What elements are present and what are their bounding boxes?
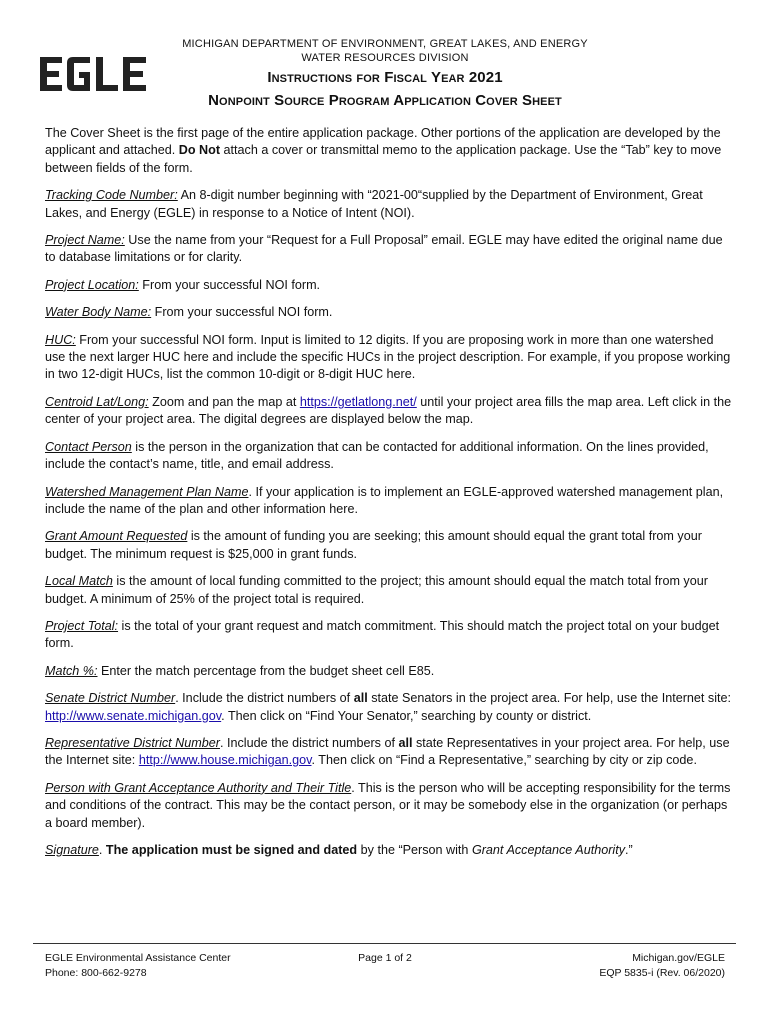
- footer-center-name: EGLE Environmental Assistance Center: [45, 952, 231, 964]
- grant-authority-paragraph: [45, 780, 735, 832]
- term-label: HUC:: [45, 332, 76, 347]
- term-description: An 8-digit number beginning with “2021-00“supplied by the Department of Environment, Great Lakes, and Energy (EGLE) in response to a Notice of Intent (NOI).: [45, 188, 703, 220]
- term-description: . Include the district numbers of: [219, 735, 399, 750]
- term-description: . If your application is to implement an EGLE-approved watershed management plan, include the name of the plan and other information here.: [45, 484, 724, 516]
- footer-divider: [33, 943, 736, 944]
- term-label: Water Body Name:: [45, 305, 152, 320]
- signature-italic: Grant Acceptance Authority: [471, 843, 626, 857]
- water-body-paragraph: [45, 304, 735, 321]
- term-label: Senate District Number: [45, 691, 176, 706]
- page-number: Page 1 of 2: [358, 952, 412, 964]
- term-label: Watershed Management Plan Name: [45, 484, 249, 499]
- emphasis-all: all: [353, 691, 368, 706]
- term-description: From your successful NOI form.: [151, 305, 333, 320]
- term-label: Project Name:: [45, 233, 125, 248]
- instructions-body: [45, 125, 735, 869]
- footer-phone: Phone: 800-662-9278: [45, 967, 147, 979]
- term-label: Centroid Lat/Long:: [45, 394, 149, 409]
- intro-emphasis: Do Not: [178, 143, 221, 158]
- term-description: is the total of your grant request and match commitment. This should match the project total on your budget form.: [45, 618, 720, 651]
- term-description: . Include the district numbers of: [175, 691, 354, 706]
- term-description: Use the name from your “Request for a Full Proposal” email. EGLE may have edited the original name due to database limitations or for clarity.: [45, 233, 723, 265]
- project-total-paragraph: [45, 618, 735, 653]
- huc-paragraph: [45, 332, 735, 384]
- term-description-mid: state Representatives in your project area. For help, use the Internet site:: [45, 735, 730, 768]
- term-label: Contact Person: [45, 439, 132, 454]
- term-label: Grant Amount Requested: [45, 529, 188, 544]
- term-label: Representative District Number: [45, 735, 220, 750]
- term-label: Match %:: [45, 663, 98, 678]
- signature-emphasis: The application must be signed and dated: [105, 843, 358, 857]
- agency-name: MICHIGAN DEPARTMENT OF ENVIRONMENT, GREAT LAKES, AND ENERGY: [182, 38, 588, 50]
- term-description: is the amount of funding you are seeking; this amount should equal the grant total from your budget. The minimum request is $25,000 in grant funds.: [45, 529, 702, 561]
- term-description-mid: by the “Person with: [357, 843, 472, 857]
- term-description: .: [98, 843, 106, 857]
- term-label: Local Match: [45, 574, 113, 589]
- grant-amount-paragraph: [45, 528, 735, 563]
- term-description: From your successful NOI form.: [138, 277, 321, 292]
- term-description: From your successful NOI form. Input is limited to 12 digits. If you are proposing work in more than one watershed use the next larger HUC here and include the specific HUCs in the project description. For example, if you propose working in two 12-digit HUCs, list the common 10-digit or 8-digit HUC here.: [45, 332, 731, 382]
- project-location-paragraph: [45, 277, 735, 294]
- term-label: Project Total:: [45, 618, 119, 633]
- senate-district-paragraph: [45, 690, 735, 725]
- house-website-link[interactable]: http://www.house.michigan.gov: [138, 753, 312, 768]
- footer-form-info: [599, 951, 725, 981]
- page-subtitle: Nonpoint Source Program Application Cover Sheet: [208, 92, 562, 109]
- term-label: Tracking Code Number:: [45, 188, 178, 203]
- getlatlong-link[interactable]: https://getlatlong.net/: [299, 394, 417, 409]
- term-description: . This is the person who will be accepting responsibility for the terms and conditions of the contract. This may be the contact person, or it may be somebody else in the organization (or perhaps a board member).: [45, 780, 731, 830]
- intro-paragraph: [45, 125, 735, 177]
- local-match-paragraph: [45, 573, 735, 608]
- term-description-end: until your project area fills the map area. Left click in the center of your project area. The digital degrees are displayed below the map.: [45, 394, 732, 427]
- footer-website: Michigan.gov/EGLE: [632, 952, 725, 964]
- division-name: WATER RESOURCES DIVISION: [301, 52, 469, 64]
- term-label: Person with Grant Acceptance Authority and Their Title: [45, 780, 352, 795]
- term-description-end: . Then click on “Find Your Senator,” searching by county or district.: [221, 708, 592, 723]
- footer-contact: [45, 951, 231, 981]
- term-description: is the person in the organization that can be contacted for additional information. On the lines provided, include the contact’s name, title, and email address.: [45, 439, 709, 472]
- emphasis-all: all: [398, 735, 413, 750]
- term-description: is the amount of local funding committed to the project; this amount should equal the match total from your budget. A minimum of 25% of the project total is required.: [45, 574, 708, 606]
- intro-text-end: attach a cover or transmittal memo to the application package. Use the “Tab” key to move between fields of the form.: [45, 143, 722, 175]
- match-percent-paragraph: [45, 663, 735, 680]
- term-description: Zoom and pan the map at: [148, 394, 300, 409]
- page-title: Instructions for Fiscal Year 2021: [267, 69, 503, 86]
- tracking-code-paragraph: [45, 187, 735, 222]
- project-name-paragraph: [45, 232, 735, 267]
- senate-website-link[interactable]: http://www.senate.michigan.gov: [45, 708, 222, 723]
- term-description-mid: state Senators in the project area. For help, use the Internet site:: [367, 691, 732, 706]
- footer-form-number: EQP 5835-i (Rev. 06/2020): [599, 967, 725, 979]
- term-label: Signature: [45, 843, 99, 857]
- signature-paragraph: [45, 842, 735, 859]
- watershed-plan-paragraph: [45, 484, 735, 519]
- term-description-end: . Then click on “Find a Representative,” searching by city or zip code.: [311, 753, 697, 768]
- term-label: Project Location:: [45, 277, 139, 292]
- intro-text: The Cover Sheet is the first page of the entire application package. Other portions of the application are developed by the applicant and attached.: [45, 126, 721, 158]
- term-description-end: .”: [625, 843, 633, 857]
- representative-district-paragraph: [45, 735, 735, 770]
- term-description: Enter the match percentage from the budget sheet cell E85.: [97, 663, 435, 678]
- centroid-paragraph: [45, 394, 735, 429]
- contact-person-paragraph: [45, 439, 735, 474]
